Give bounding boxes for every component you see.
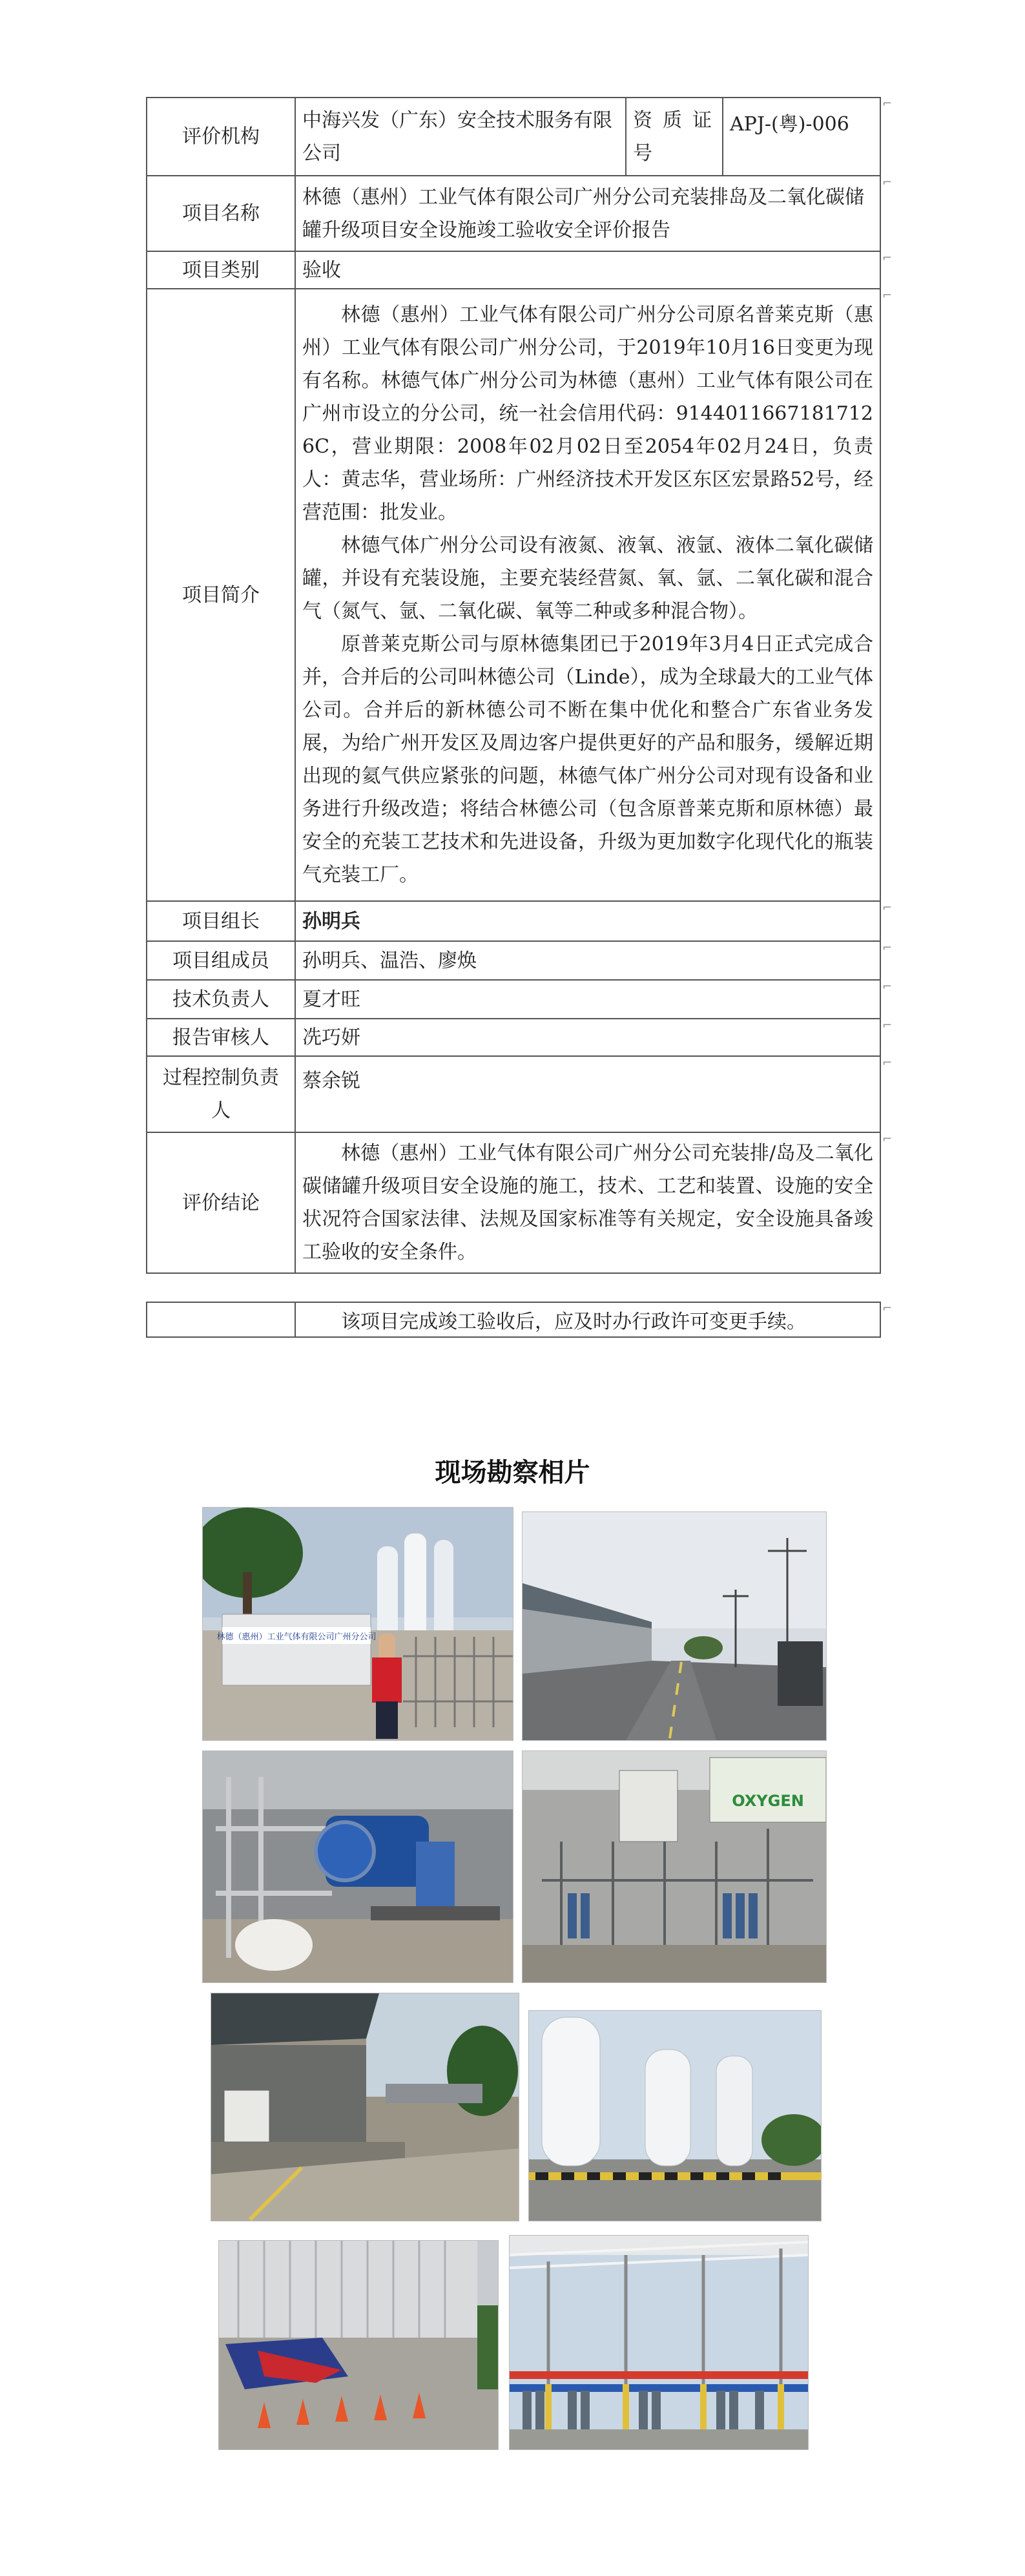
note-text: 该项目完成竣工验收后，应及时办行政许可变更手续。 — [295, 1302, 880, 1337]
project-type-label: 项目类别 — [147, 251, 295, 289]
conclusion-label: 评价结论 — [147, 1132, 295, 1273]
site-photo-dock — [211, 1993, 519, 2221]
row-mark: ⌐ — [882, 1019, 893, 1032]
cert-value: APJ-(粤)-006 — [723, 98, 880, 176]
site-photo-tanks — [528, 2010, 822, 2221]
members-label: 项目组成员 — [147, 941, 295, 980]
tech-label: 技术负责人 — [147, 980, 295, 1019]
row-mark: ⌐ — [882, 901, 893, 915]
photos-title: 现场勘察相片 — [435, 1458, 590, 1488]
site-photo-pump — [202, 1750, 513, 1983]
process-label: 过程控制负责人 — [147, 1056, 295, 1132]
site-photo-cylinder-shed — [509, 2235, 809, 2450]
cert-label: 资质证号 — [626, 98, 723, 176]
note-table — [146, 1302, 881, 1338]
note-empty-cell — [147, 1302, 295, 1337]
leader-label: 项目组长 — [147, 901, 295, 941]
row-mark: ⌐ — [882, 176, 893, 189]
intro-value — [295, 289, 880, 901]
reviewer-label: 报告审核人 — [147, 1019, 295, 1056]
report-summary-table — [146, 97, 881, 1274]
intro-label: 项目简介 — [147, 289, 295, 901]
members-value: 孙明兵、温浩、廖焕 — [295, 941, 880, 980]
conclusion-text: 林德（惠州）工业气体有限公司广州分公司充装排/岛及二氧化碳储罐升级项目安全设施的施工，技术、工艺和装置、设施的安全状况符合国家法律、法规及国家标准等有关规定，安全设施具备竣工验收的安全条件。 — [302, 1142, 873, 1263]
site-photo-filling-hall — [522, 1750, 827, 1983]
row-mark: ⌐ — [882, 1302, 893, 1315]
intro-paragraph: 原普莱克斯公司与原林德集团已于2019年3月4日正式完成合并，合并后的公司叫林德公司（Linde），成为全球最大的工业气体公司。合并后的新林德公司不断在集中优化和整合广东省业务发展，为给广州开发区及周边客户提供更好的产品和服务，缓解近期出现的氦气供应紧张的问题，林德气体广州分公司对现有设备和业务进行升级改造；将结合林德公司（包含原普莱克斯和原林德）最安全的充装工艺技术和先进设备，升级为更加数字化现代化的瓶装气充装工厂。 — [302, 633, 873, 886]
project-name-label: 项目名称 — [147, 176, 295, 251]
row-mark: ⌐ — [882, 1056, 893, 1070]
gate-sign-text: 林德（惠州）工业气体有限公司广州分公司 — [216, 1632, 377, 1642]
site-photo-road — [522, 1511, 827, 1741]
conclusion-value — [295, 1132, 880, 1273]
org-value: 中海兴发（广东）安全技术服务有限公司 — [295, 98, 626, 176]
row-mark: ⌐ — [882, 251, 893, 265]
row-mark: ⌐ — [882, 289, 893, 302]
intro-paragraph: 林德（惠州）工业气体有限公司广州分公司原名普莱克斯（惠州）工业气体有限公司广州分公司，于2019年10月16日变更为现有名称。林德气体广州分公司为林德（惠州）工业气体有限公司在广州市设立的分公司，统一社会信用代码：91440116671817126C，营业期限：2008年02月02日至2054年02月24日，负责人：黄志华，营业场所：广州经济技术开发区东区宏景路52号，经营范围：批发业。 — [302, 304, 873, 524]
intro-paragraph: 林德气体广州分公司设有液氮、液氧、液氩、液体二氧化碳储罐，并设有充装设施，主要充装经营氮、氧、氩、二氧化碳和混合气（氮气、氩、二氧化碳、氧等二种或多种混合物）。 — [302, 534, 873, 623]
row-mark: ⌐ — [882, 1132, 893, 1146]
row-mark: ⌐ — [882, 980, 893, 993]
project-type-value: 验收 — [295, 251, 880, 289]
row-mark: ⌐ — [882, 97, 893, 110]
org-label: 评价机构 — [147, 98, 295, 176]
project-name-value: 林德（惠州）工业气体有限公司广州分公司充装排岛及二氧化碳储罐升级项目安全设施竣工验收安全评价报告 — [295, 176, 880, 251]
reviewer-value: 冼巧妍 — [295, 1019, 880, 1056]
site-photo-cones — [218, 2240, 499, 2450]
process-value: 蔡余锐 — [295, 1056, 880, 1132]
site-photo-gate — [202, 1507, 513, 1741]
tech-value: 夏才旺 — [295, 980, 880, 1019]
row-mark: ⌐ — [882, 941, 893, 955]
oxygen-sign-text: OXYGEN — [732, 1792, 804, 1810]
leader-value: 孙明兵 — [295, 901, 880, 941]
